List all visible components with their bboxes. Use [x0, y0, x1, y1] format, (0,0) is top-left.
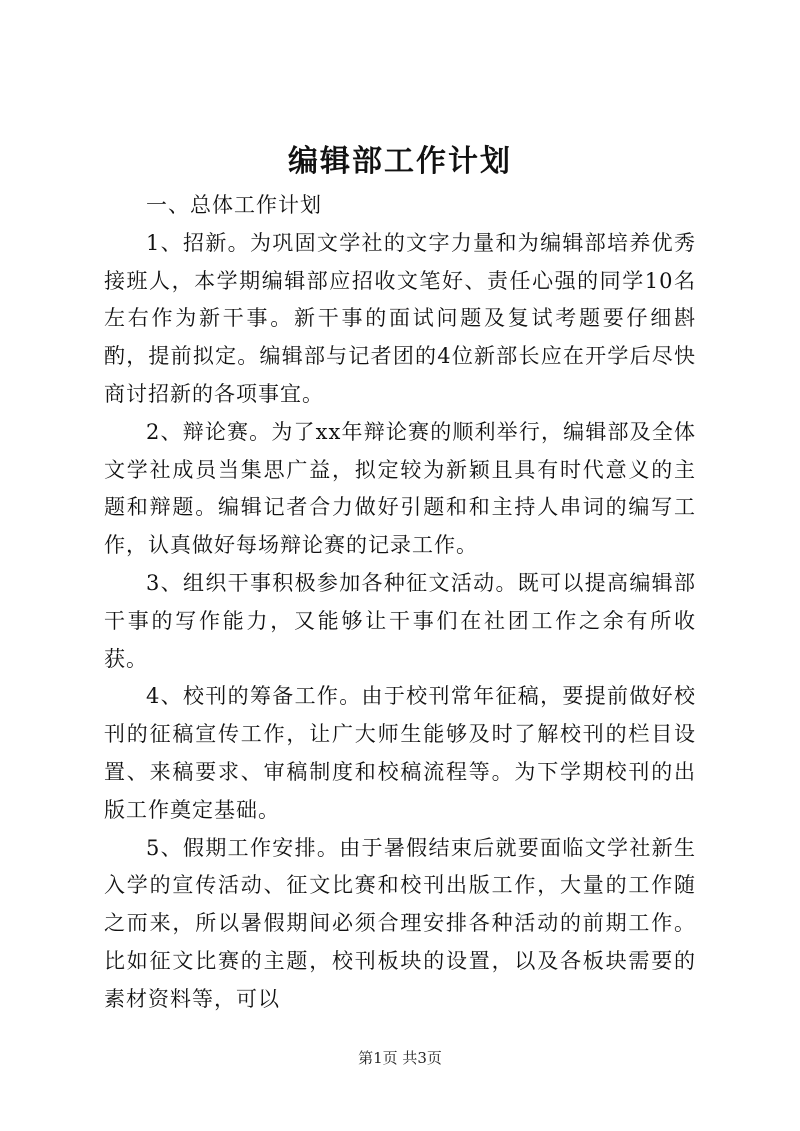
paragraph-essay-contest: 3、组织干事积极参加各种征文活动。既可以提高编辑部干事的写作能力，又能够让干事们在社团工作之余有所收获。: [104, 570, 696, 671]
paragraph-school-journal: 4、校刊的筹备工作。由于校刊常年征稿，要提前做好校刊的征稿宣传工作，让广大师生能够及时了解校刊的栏目设置、来稿要求、审稿制度和校稿流程等。为下学期校刊的出版工作奠定基础。: [104, 684, 696, 822]
paragraph-recruitment: 1、招新。为巩固文学社的文字力量和为编辑部培养优秀接班人，本学期编辑部应招收文笔好、责任心强的同学10名左右作为新干事。新干事的面试问题及复试考题要仔细斟酌，提前拟定。编辑部与记者团的4位新部长应在开学后尽快商讨招新的各项事宜。: [104, 230, 696, 406]
section-heading: 一、总体工作计划: [146, 193, 322, 217]
document-body: [104, 187, 696, 1019]
document-title: 编辑部工作计划: [288, 144, 512, 179]
paragraph-holiday-work: 5、假期工作安排。由于暑假结束后就要面临文学社新生入学的宣传活动、征文比赛和校刊出版工作，大量的工作随之而来，所以暑假期间必须合理安排各种活动的前期工作。比如征文比赛的主题，校刊板块的设置，以及各板块需要的素材资料等，可以: [104, 835, 696, 1011]
paragraph-debate: 2、辩论赛。为了xx年辩论赛的顺利举行，编辑部及全体文学社成员当集思广益，拟定较为新颖且具有时代意义的主题和辩题。编辑记者合力做好引题和和主持人串词的编写工作，认真做好每场辩论赛的记录工作。: [104, 419, 696, 558]
page-footer: 第1页 共3页: [358, 1049, 442, 1067]
